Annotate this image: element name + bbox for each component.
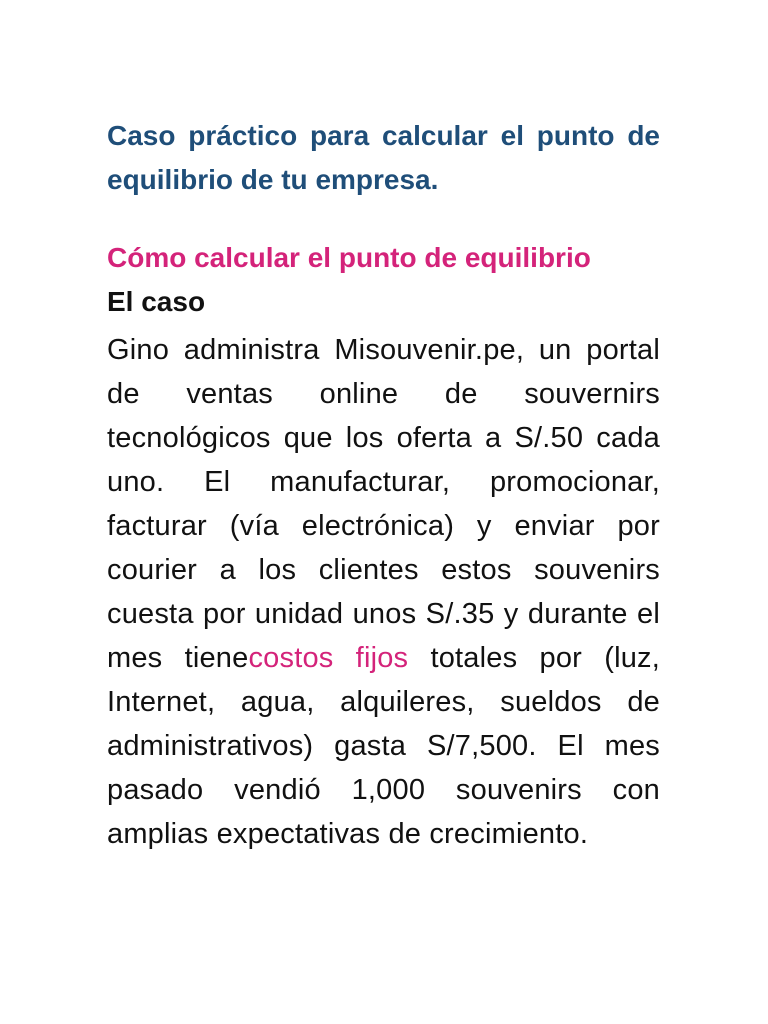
document-title: Caso práctico para calcular el punto de equilibrio de tu empresa. <box>107 120 660 195</box>
paragraph-text-part2: totales por (luz, Internet, agua, alquileres, sueldos de administrativos) gasta S/7,500. El mes pasado vendió 1,000 souvenirs con amplias expectativas de crecimiento. <box>107 642 661 850</box>
section-subtitle: Cómo calcular el punto de equilibrio <box>107 242 591 273</box>
document-page <box>107 114 660 856</box>
highlighted-term-costos-fijos: costos fijos <box>248 642 409 674</box>
case-heading: El caso <box>107 286 206 317</box>
paragraph-text-part1: Gino administra Misouvenir.pe, un portal de ventas online de souvernirs tecnológicos que los oferta a S/.50 cada uno. El manufacturar, promocionar, facturar (vía electrónica) y enviar por courier a los clientes estos souvenirs cuesta por unidad unos S/.35 y durante el mes tiene <box>107 334 660 674</box>
case-paragraph <box>107 328 660 856</box>
